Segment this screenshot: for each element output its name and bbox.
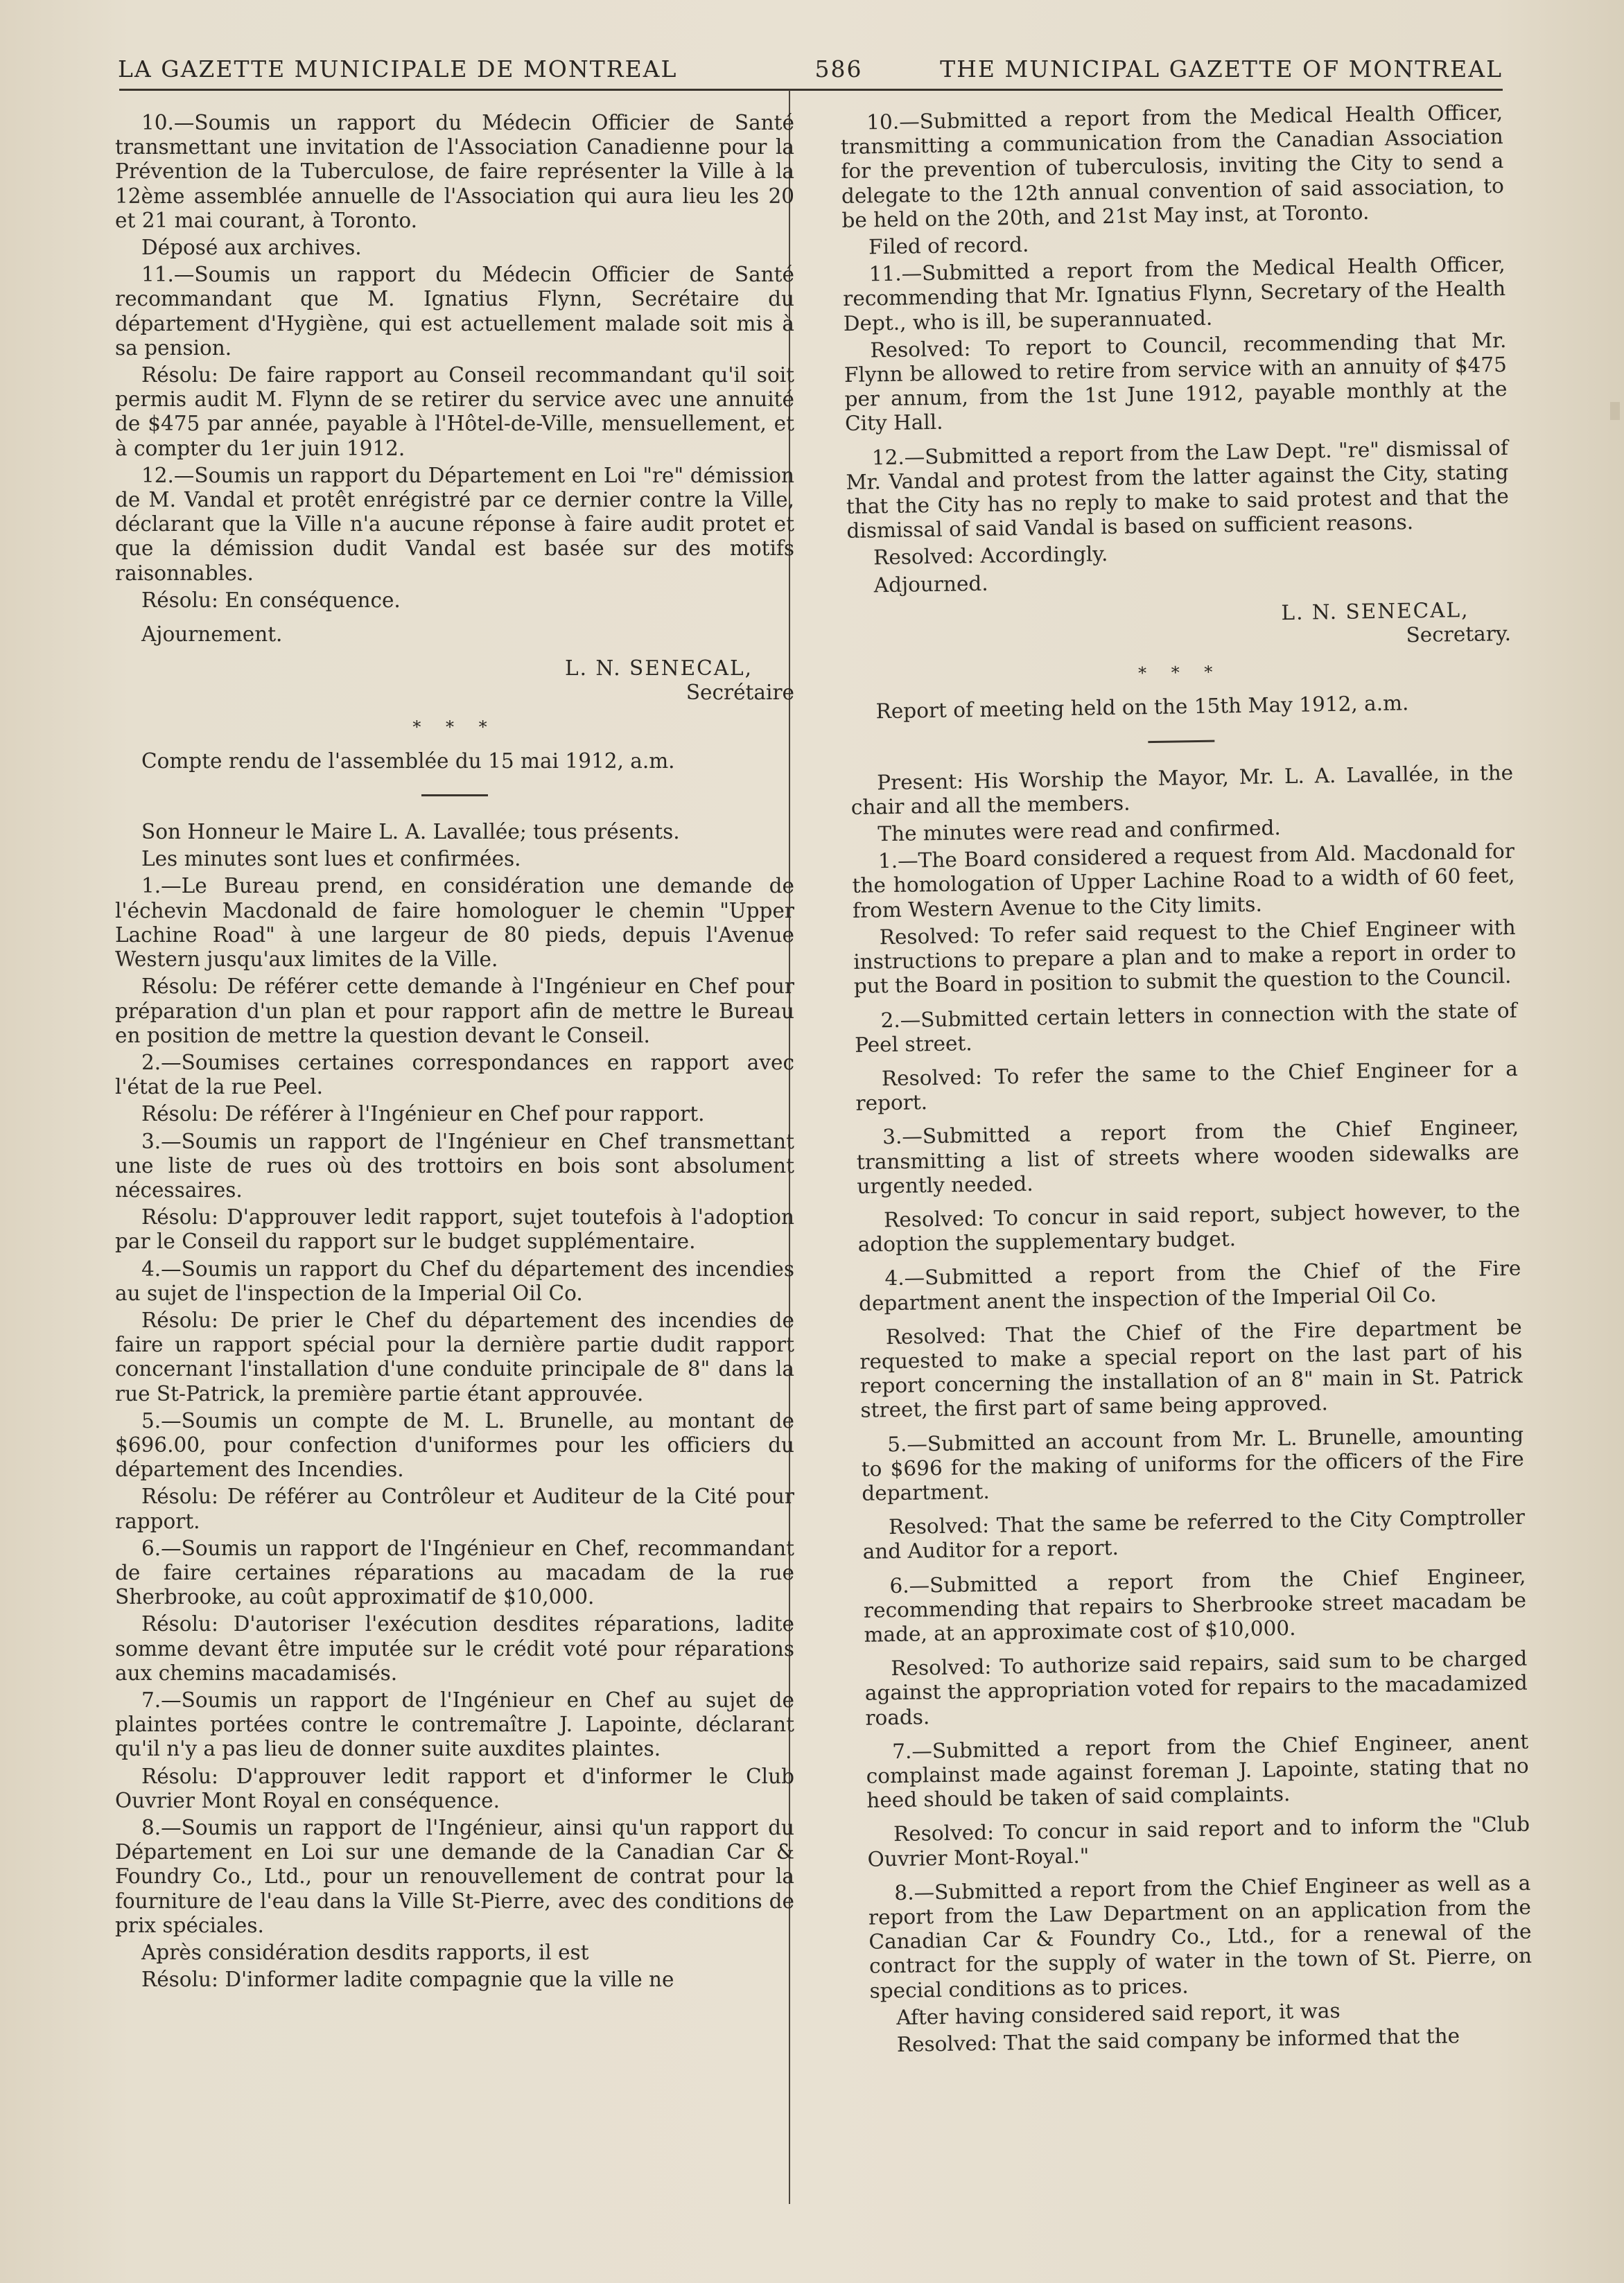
fr-item-8-consideration: Après considération desdits rapports, il est xyxy=(141,1941,589,1965)
french-column xyxy=(115,111,794,1995)
fr-item-12-resolution: Résolu: En conséquence. xyxy=(141,588,401,612)
english-column xyxy=(840,100,1533,2061)
en-signature-name: L. N. SENECAL, xyxy=(1281,597,1469,624)
en-item-3-resolution: Resolved: To concur in said report, subject however, to the adoption the supplementary budget. xyxy=(857,1198,1521,1257)
en-item-6: 6.—Submitted a report from the Chief Engineer, recommending that repairs to Sherbrooke street macadam be made, at an approximate cost of $10,000. xyxy=(863,1564,1527,1647)
fr-item-6: 6.—Soumis un rapport de l'Ingénieur en Chef, recommandant de faire certaines réparations au macadam de la rue Sherbrooke, au coût approximatif de $10,000. xyxy=(115,1536,794,1609)
fr-item-1-resolution: Résolu: De référer cette demande à l'Ingénieur en Chef pour préparation d'un plan et pour rapport afin de mettre le Bureau en position de mettre la question devant le Conseil. xyxy=(115,974,794,1047)
en-item-4-resolution: Resolved: That the Chief of the Fire department be requested to make a special report on the last part of his report concerning the installation of an 8" main in St. Patrick street, the first part of same being approved. xyxy=(859,1315,1523,1423)
fr-item-8-resolution: Résolu: D'informer ladite compagnie que la ville ne xyxy=(141,1968,674,1992)
fr-item-10: 10.—Soumis un rapport du Médecin Officier de Santé transmettant une invitation de l'Association Canadienne pour la Prévention de la Tuberculose, de faire représenter la Ville à la 12ème assemblée annuelle de l'Association qui aura lieu les 20 et 21 mai courant, à Toronto. xyxy=(115,111,794,232)
en-minutes: The minutes were read and confirmed. xyxy=(878,816,1281,846)
en-item-6-resolution: Resolved: To authorize said repairs, said sum to be charged against the appropriation voted for repairs to the macadamized roads. xyxy=(864,1646,1528,1730)
fr-attendance: Son Honneur le Maire L. A. Lavallée; tous présents. xyxy=(141,820,680,844)
en-item-8-resolution: Resolved: That the said company be informed that the xyxy=(896,2024,1460,2057)
page-header xyxy=(118,51,1503,90)
fr-item-4-resolution: Résolu: De prier le Chef du département des incendies de faire un rapport spécial pour la dernière partie dudit rapport concernant l'installation d'une conduite principale de 8" dans la rue St-Patrick, la première partie étant approuvée. xyxy=(115,1308,794,1406)
fr-item-3-resolution: Résolu: D'approuver ledit rapport, sujet toutefois à l'adoption par le Conseil du rapport sur le budget supplémentaire. xyxy=(115,1205,794,1254)
fr-item-5: 5.—Soumis un compte de M. L. Brunelle, au montant de $696.00, pour confection d'uniformes pour les officiers du département des Incendies. xyxy=(115,1408,794,1482)
en-item-7-resolution: Resolved: To concur in said report and to inform the "Club Ouvrier Mont-Royal." xyxy=(867,1812,1530,1871)
en-item-12-resolution: Resolved: Accordingly. xyxy=(873,542,1108,570)
fr-minutes: Les minutes sont lues et confirmées. xyxy=(141,847,521,871)
en-attendance: Present: His Worship the Mayor, Mr. L. A. Lavallée, in the chair and all the members. xyxy=(850,760,1514,819)
en-short-rule xyxy=(1148,740,1214,743)
fr-item-12: 12.—Soumis un rapport du Département en Loi "re" démission de M. Vandal et protêt enrégistré par ce dernier contre la Ville, déclarant que la Ville n'a aucune réponse à faire audit protet et que la démission dudit Vandal est basée sur des motifs raisonnables. xyxy=(115,463,794,585)
binding-mark xyxy=(1610,402,1620,420)
en-separator-stars: * * * xyxy=(1137,662,1223,683)
en-item-2-resolution: Resolved: To refer the same to the Chief Engineer for a report. xyxy=(855,1056,1519,1115)
fr-signature-title: Secrétaire xyxy=(686,681,794,705)
fr-item-4: 4.—Soumis un rapport du Chef du département des incendies au sujet de l'inspection de la Imperial Oil Co. xyxy=(115,1257,794,1305)
en-signature-title: Secretary. xyxy=(1406,621,1512,647)
fr-item-2-resolution: Résolu: De référer à l'Ingénieur en Chef pour rapport. xyxy=(141,1102,705,1126)
fr-item-5-resolution: Résolu: De référer au Contrôleur et Auditeur de la Cité pour rapport. xyxy=(115,1485,794,1533)
en-item-5-resolution: Resolved: That the same be referred to the City Comptroller and Auditor for a report. xyxy=(862,1505,1526,1564)
en-item-2: 2.—Submitted certain letters in connection with the state of Peel street. xyxy=(854,998,1517,1057)
en-item-8-consideration: After having considered said report, it was xyxy=(896,1998,1341,2029)
fr-item-1: 1.—Le Bureau prend, en considération une demande de l'échevin Macdonald de faire homologuer le chemin "Upper Lachine Road" à une largeur de 80 pieds, depuis l'Avenue Western jusqu'aux limites de la Ville. xyxy=(115,874,794,972)
header-english-title: THE MUNICIPAL GAZETTE OF MONTREAL xyxy=(940,55,1503,82)
fr-item-10-resolution: Déposé aux archives. xyxy=(141,236,362,260)
en-item-1: 1.—The Board considered a request from Ald. Macdonald for the homologation of Upper Lachine Road to a width of 60 feet, from Western Avenue to the City limits. xyxy=(852,839,1515,922)
header-rule xyxy=(119,89,1503,91)
fr-item-11: 11.—Soumis un rapport du Médecin Officier de Santé recommandant que M. Ignatius Flynn, Secrétaire du département d'Hygiène, qui est actuellement malade soit mis à sa pension. xyxy=(115,263,794,360)
header-french-title: LA GAZETTE MUNICIPALE DE MONTREAL xyxy=(118,55,678,82)
fr-signature-name: L. N. SENECAL, xyxy=(565,656,753,681)
en-item-4: 4.—Submitted a report from the Chief of the Fire department anent the inspection of the Imperial Oil Co. xyxy=(858,1257,1521,1315)
en-item-12: 12.—Submitted a report from the Law Dept. "re" dismissal of Mr. Vandal and protest from the latter against the City, stating that the City has no reply to make to said protest and that the dismissal of said Vandal is based on sufficient reasons. xyxy=(846,435,1510,543)
en-item-11: 11.—Submitted a report from the Medical Health Officer, recommending that Mr. Ignatius Flynn, Secretary of the Health Dept., who is ill, be superannuated. xyxy=(842,252,1506,335)
en-item-10-resolution: Filed of record. xyxy=(868,232,1029,259)
fr-item-3: 3.—Soumis un rapport de l'Ingénieur en Chef transmettant une liste de rues où des trottoirs en bois sont absolument nécessaires. xyxy=(115,1129,794,1202)
fr-short-rule xyxy=(421,794,488,796)
fr-item-11-resolution: Résolu: De faire rapport au Conseil recommandant qu'il soit permis audit M. Flynn de se retirer du service avec une annuité de $475 par année, payable à l'Hôtel-de-Ville, mensuellement, et à compter du 1er juin 1912. xyxy=(115,363,794,460)
en-item-10: 10.—Submitted a report from the Medical Health Officer, transmitting a communication from the Canadian Association for the prevention of tuberculosis, inviting the City to send a delegate to the 12th annual convention of said association, to be held on the 20th, and 21st May inst, at Toronto. xyxy=(840,100,1505,232)
page-number: 586 xyxy=(814,55,863,82)
fr-adjournment: Ajournement. xyxy=(141,622,283,647)
fr-item-7-resolution: Résolu: D'approuver ledit rapport et d'informer le Club Ouvrier Mont Royal en conséquence. xyxy=(115,1764,794,1812)
fr-item-7: 7.—Soumis un rapport de l'Ingénieur en Chef au sujet de plaintes portées contre le contremaître J. Lapointe, déclarant qu'il n'y a pas lieu de donner suite auxdites plaintes. xyxy=(115,1688,794,1761)
fr-item-2: 2.—Soumises certaines correspondances en rapport avec l'état de la rue Peel. xyxy=(115,1050,794,1099)
en-item-8: 8.—Submitted a report from the Chief Engineer as well as a report from the Law Department on an application from the Canadian Car & Foundry Co., Ltd., for a renewal of the contract for the supply of water in the town of St. Pierre, on special conditions as to prices. xyxy=(868,1871,1533,2003)
en-meeting-title: Report of meeting held on the 15th May 1912, a.m. xyxy=(875,691,1409,724)
fr-item-6-resolution: Résolu: D'autoriser l'exécution desdites réparations, ladite somme devant être imputée sur le crédit voté pour réparations aux chemins macadamisés. xyxy=(115,1612,794,1685)
en-item-1-resolution: Resolved: To refer said request to the Chief Engineer with instructions to prepare a plan and to make a report in order to put the Board in position to submit the question to the Council. xyxy=(853,915,1517,999)
en-adjournment: Adjourned. xyxy=(873,571,988,597)
fr-item-8: 8.—Soumis un rapport de l'Ingénieur, ainsi qu'un rapport du Département en Loi sur une demande de la Canadian Car & Foundry Co., Ltd., pour un renouvellement de contrat pour la fourniture de l'eau dans la Ville St-Pierre, avec des conditions de prix spéciales. xyxy=(115,1816,794,1937)
fr-meeting-title: Compte rendu de l'assemblée du 15 mai 1912, a.m. xyxy=(141,749,675,773)
en-item-5: 5.—Submitted an account from Mr. L. Brunelle, amounting to $696 for the making of uniforms for the officers of the Fire department. xyxy=(861,1422,1524,1505)
en-item-3: 3.—Submitted a report from the Chief Engineer, transmitting a list of streets where wooden sidewalks are urgently needed. xyxy=(856,1115,1519,1198)
fr-separator-stars: * * * xyxy=(412,717,497,737)
en-item-7: 7.—Submitted a report from the Chief Engineer, anent complainst made against foreman J. Lapointe, stating that no heed should be taken of said complaints. xyxy=(866,1729,1529,1812)
en-item-11-resolution: Resolved: To report to Council, recommending that Mr. Flynn be allowed to retire from service with an annuity of $475 per annum, from the 1st June 1912, payable monthly at the City Hall. xyxy=(844,328,1508,436)
